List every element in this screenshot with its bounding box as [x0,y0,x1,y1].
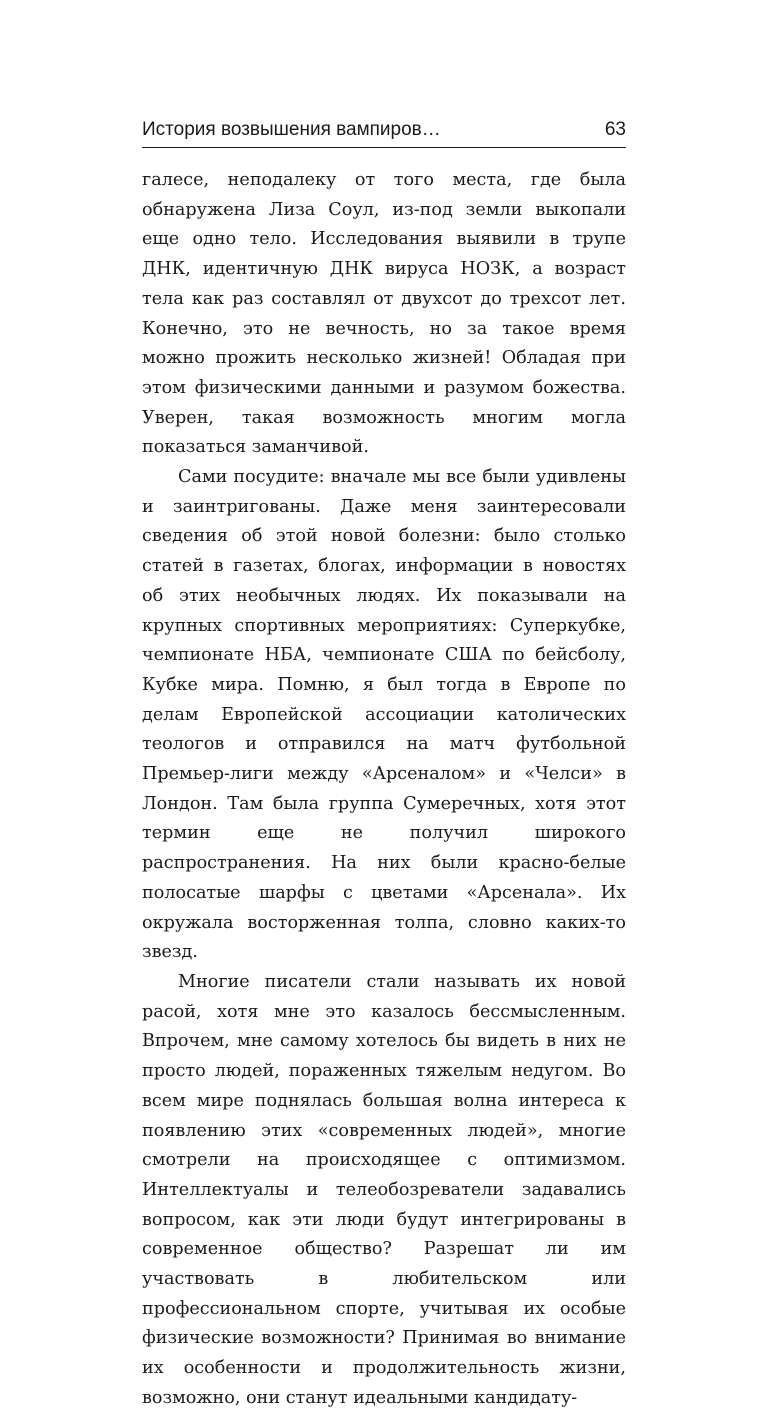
paragraph-1: галесе, неподалеку от того места, где была обнаружена Лиза Соул, из-под земли выкопали еще одно тело. Исследования выявили в трупе ДНК, идентичную ДНК вируса НОЗК, а возраст тела как раз составлял от двухсот до трехсот лет. Конечно, это не вечность, но за такое время можно прожить несколько жизней! Обладая при этом физическими данными и разумом божества. Уверен, такая возможность многим могла показаться заманчивой. [142,170,626,458]
paragraph-2: Сами посудите: вначале мы все были удивлены и заинтригованы. Даже меня заинтересовали сведения об этой новой болезни: было столько статей в газетах, блогах, информации в новостях об этих необычных людях. Их показывали на крупных спортивных мероприятиях: Суперкубке, чемпионате НБА, чемпионате США по бейсболу, Кубке мира. Помню, я был тогда в Европе по делам Европейской ассоциации католических теологов и отправился на матч футбольной Премьер-лиги между «Арсеналом» и «Челси» в Лондон. Там была группа Сумеречных, хотя этот термин еще не получил широкого распространения. На них были красно-белые полосатые шарфы с цветами «Арсенала». Их окружала восторженная толпа, словно каких-то звезд. [142,467,626,963]
running-title: История возвышения вампиров… [142,119,441,140]
page-number: 63 [604,119,626,140]
body-text [142,166,626,1414]
header-rule [142,147,626,148]
paragraph-3: Многие писатели стали называть их новой расой, хотя мне это казалось бессмысленным. Впрочем, мне самому хотелось бы видеть в них не просто людей, пораженных тяжелым недугом. Во всем мире поднялась большая волна интереса к появлению этих «современных людей», многие смотрели на происходящее с оптимизмом. Интеллектуалы и телеобозреватели задавались вопросом, как эти люди будут интегрированы в современное общество? Разрешат ли им участвовать в любительском или профессиональном спорте, учитывая их особые физические возможности? Принимая во внимание их особенности и продолжительность жизни, возможно, они станут идеальными кандидату- [142,971,626,1408]
running-head [142,116,626,144]
